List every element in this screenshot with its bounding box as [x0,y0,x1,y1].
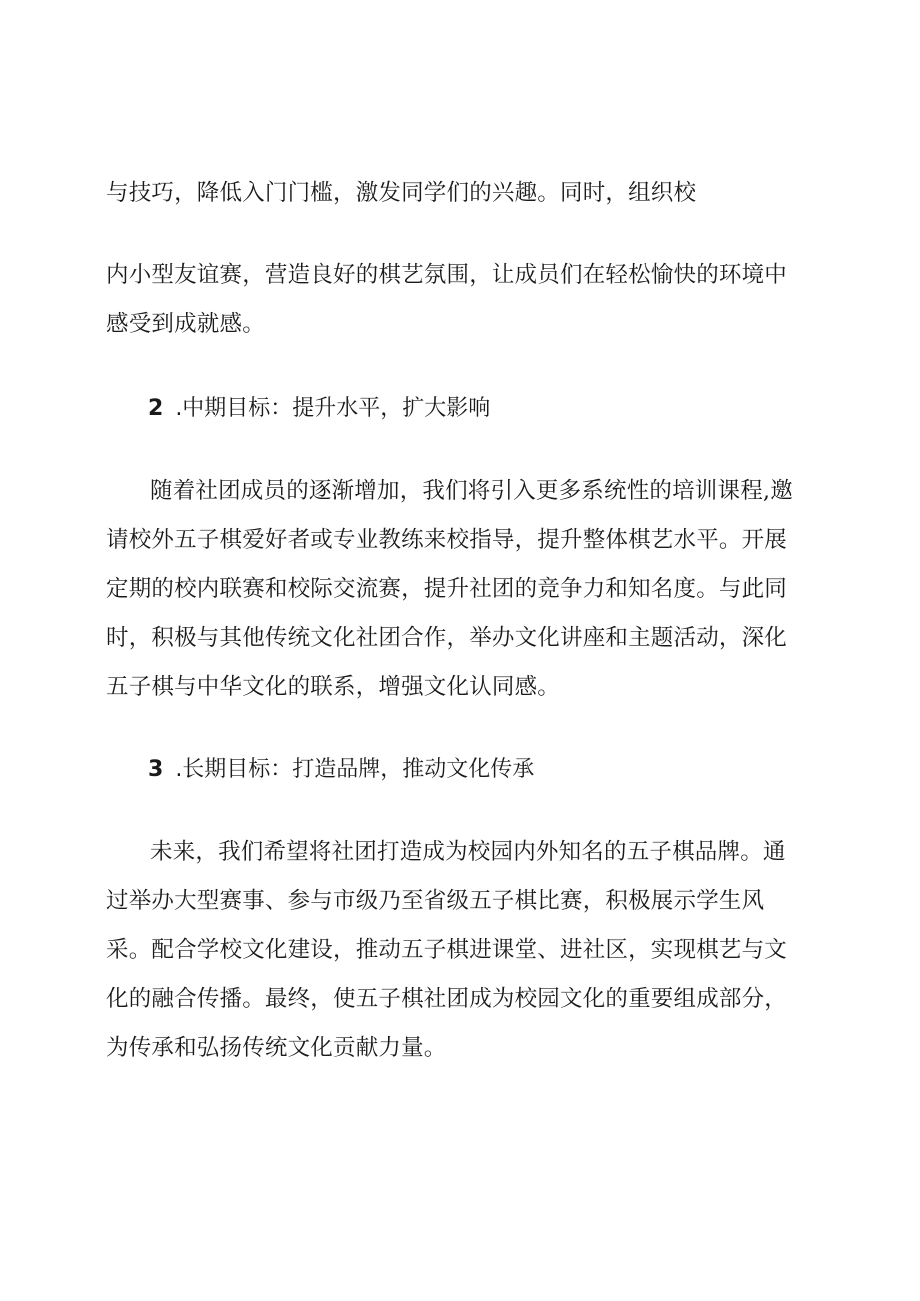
intro-line-3: 感受到成就感。 [106,311,265,337]
section-2-title: .中期目标：提升水平，扩大影响 [175,396,491,421]
section-3-line-4: 化的融合传播。最终，使五子棋社团成为校园文化的重要组成部分， [106,986,788,1012]
section-3-heading [148,759,534,781]
section-3-line-1: 未来，我们希望将社团打造成为校园内外知名的五子棋品牌。通 [150,839,786,865]
section-2-number: 2 [148,396,164,421]
section-3-line-5: 为传承和弘扬传统文化贡献力量。 [106,1035,447,1061]
section-2-line-2: 请校外五子棋爱好者或专业教练来校指导，提升整体棋艺水平。开展 [106,527,788,553]
section-2-line-4: 时，积极与其他传统文化社团合作，举办文化讲座和主题活动，深化 [106,625,788,651]
section-2-line-1: 随着社团成员的逐渐增加，我们将引入更多系统性的培训课程,邀 [150,478,793,504]
intro-line-1: 与技巧，降低入门门槛，激发同学们的兴趣。同时，组织校 [106,180,697,206]
section-2-heading [148,398,490,420]
section-3-line-3: 采。配合学校文化建设，推动五子棋进课堂、进社区，实现棋艺与文 [106,937,788,963]
intro-line-2: 内小型友谊赛，营造良好的棋艺氛围，让成员们在轻松愉快的环境中 [106,262,788,288]
section-2-line-5: 五子棋与中华文化的联系，增强文化认同感。 [106,674,561,700]
section-2-line-3: 定期的校内联赛和校际交流赛，提升社团的竞争力和知名度。与此同 [106,576,788,602]
section-3-line-2: 过举办大型赛事、参与市级乃至省级五子棋比赛，积极展示学生风 [106,888,765,914]
section-3-title: .长期目标：打造品牌，推动文化传承 [175,757,535,782]
section-3-number: 3 [148,757,164,782]
